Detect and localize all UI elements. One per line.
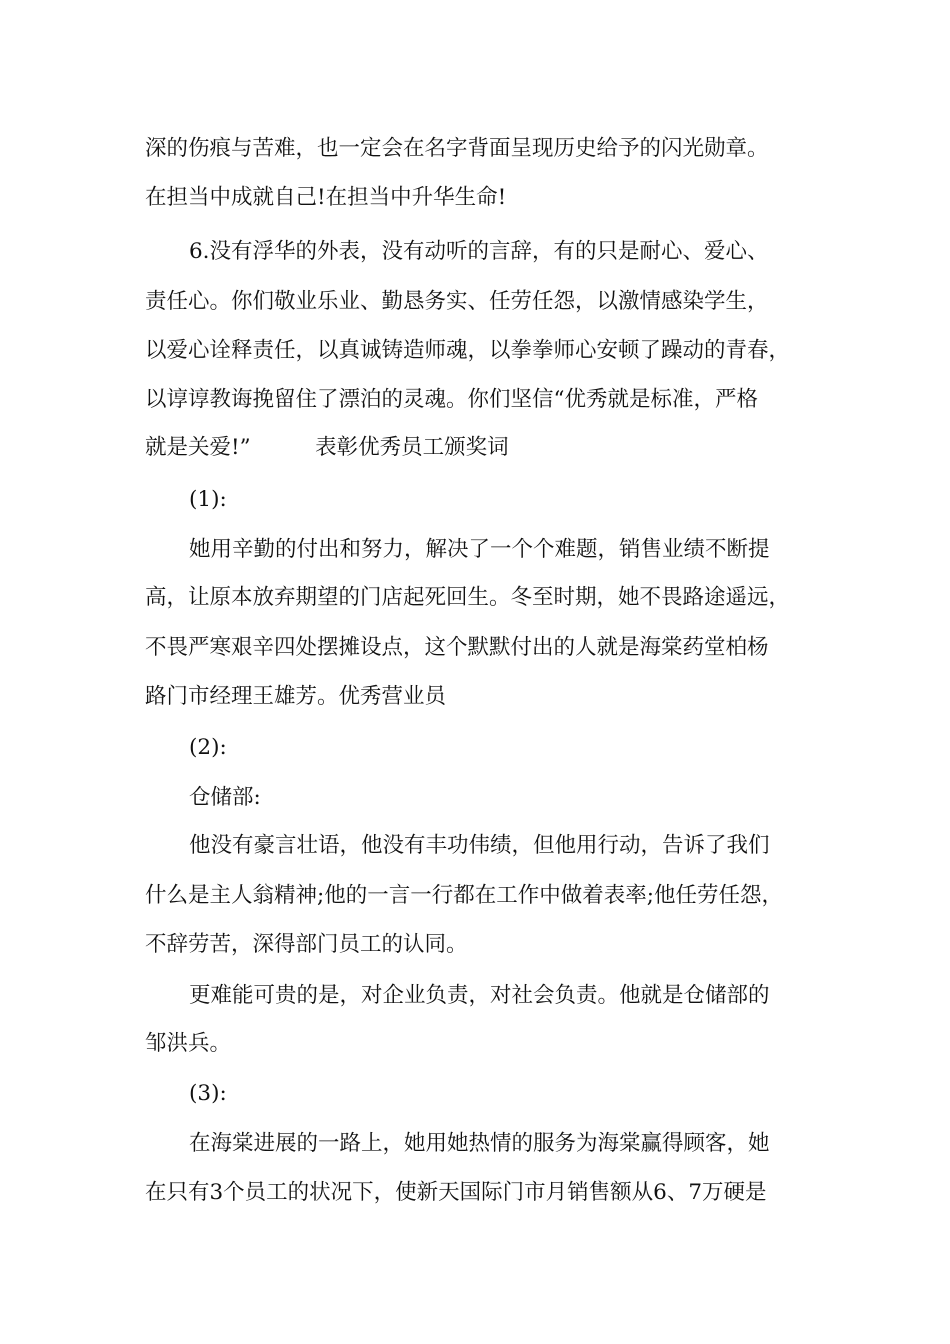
text-line: 6.没有浮华的外表，没有动听的言辞，有的只是耐心、爱心、 — [189, 239, 769, 264]
text-line: 路门市经理王雄芳。优秀营业员 — [145, 684, 447, 709]
text-line: 她用辛勤的付出和努力，解决了一个个难题，销售业绩不断提 — [189, 537, 770, 562]
text-line: 他没有豪言壮语，他没有丰功伟绩，但他用行动，告诉了我们 — [189, 833, 770, 858]
text-line: 更难能可贵的是，对企业负责，对社会负责。他就是仓储部的 — [189, 983, 770, 1008]
text-line: 在担当中成就自己!在担当中升华生命! — [145, 185, 507, 210]
text-line: 仓储部: — [189, 785, 261, 810]
text-line: 不畏严寒艰辛四处摆摊设点，这个默默付出的人就是海棠药堂柏杨 — [145, 635, 769, 660]
text-line: 在只有3个员工的状况下，使新天国际门市月销售额从6、7万硬是 — [145, 1180, 767, 1205]
text-line: (3): — [189, 1081, 227, 1106]
text-line: 不辞劳苦，深得部门员工的认同。 — [145, 932, 468, 957]
text-line: 邹洪兵。 — [145, 1031, 232, 1056]
text-line: 高，让原本放弃期望的门店起死回生。冬至时期，她不畏路途遥远， — [145, 585, 791, 610]
text-line: 深的伤痕与苦难，也一定会在名字背面呈现历史给予的闪光勋章。 — [145, 136, 769, 161]
text-line: 在海棠进展的一路上，她用她热情的服务为海棠赢得顾客，她 — [189, 1131, 770, 1156]
text-line: 就是关爱!” 表彰优秀员工颁奖词 — [145, 435, 509, 460]
text-line: (2): — [189, 735, 227, 760]
text-line: 以爱心诠释责任，以真诚铸造师魂，以拳拳师心安顿了躁动的青春， — [145, 338, 791, 363]
text-line: 责任心。你们敬业乐业、勤恳务实、任劳任怨，以激情感染学生， — [145, 289, 769, 314]
text-line: 以谆谆教诲挽留住了漂泊的灵魂。你们坚信“优秀就是标准，严格 — [145, 387, 758, 412]
text-line: 什么是主人翁精神;他的一言一行都在工作中做着表率;他任劳任怨， — [145, 883, 783, 908]
text-line: (1): — [189, 487, 227, 512]
